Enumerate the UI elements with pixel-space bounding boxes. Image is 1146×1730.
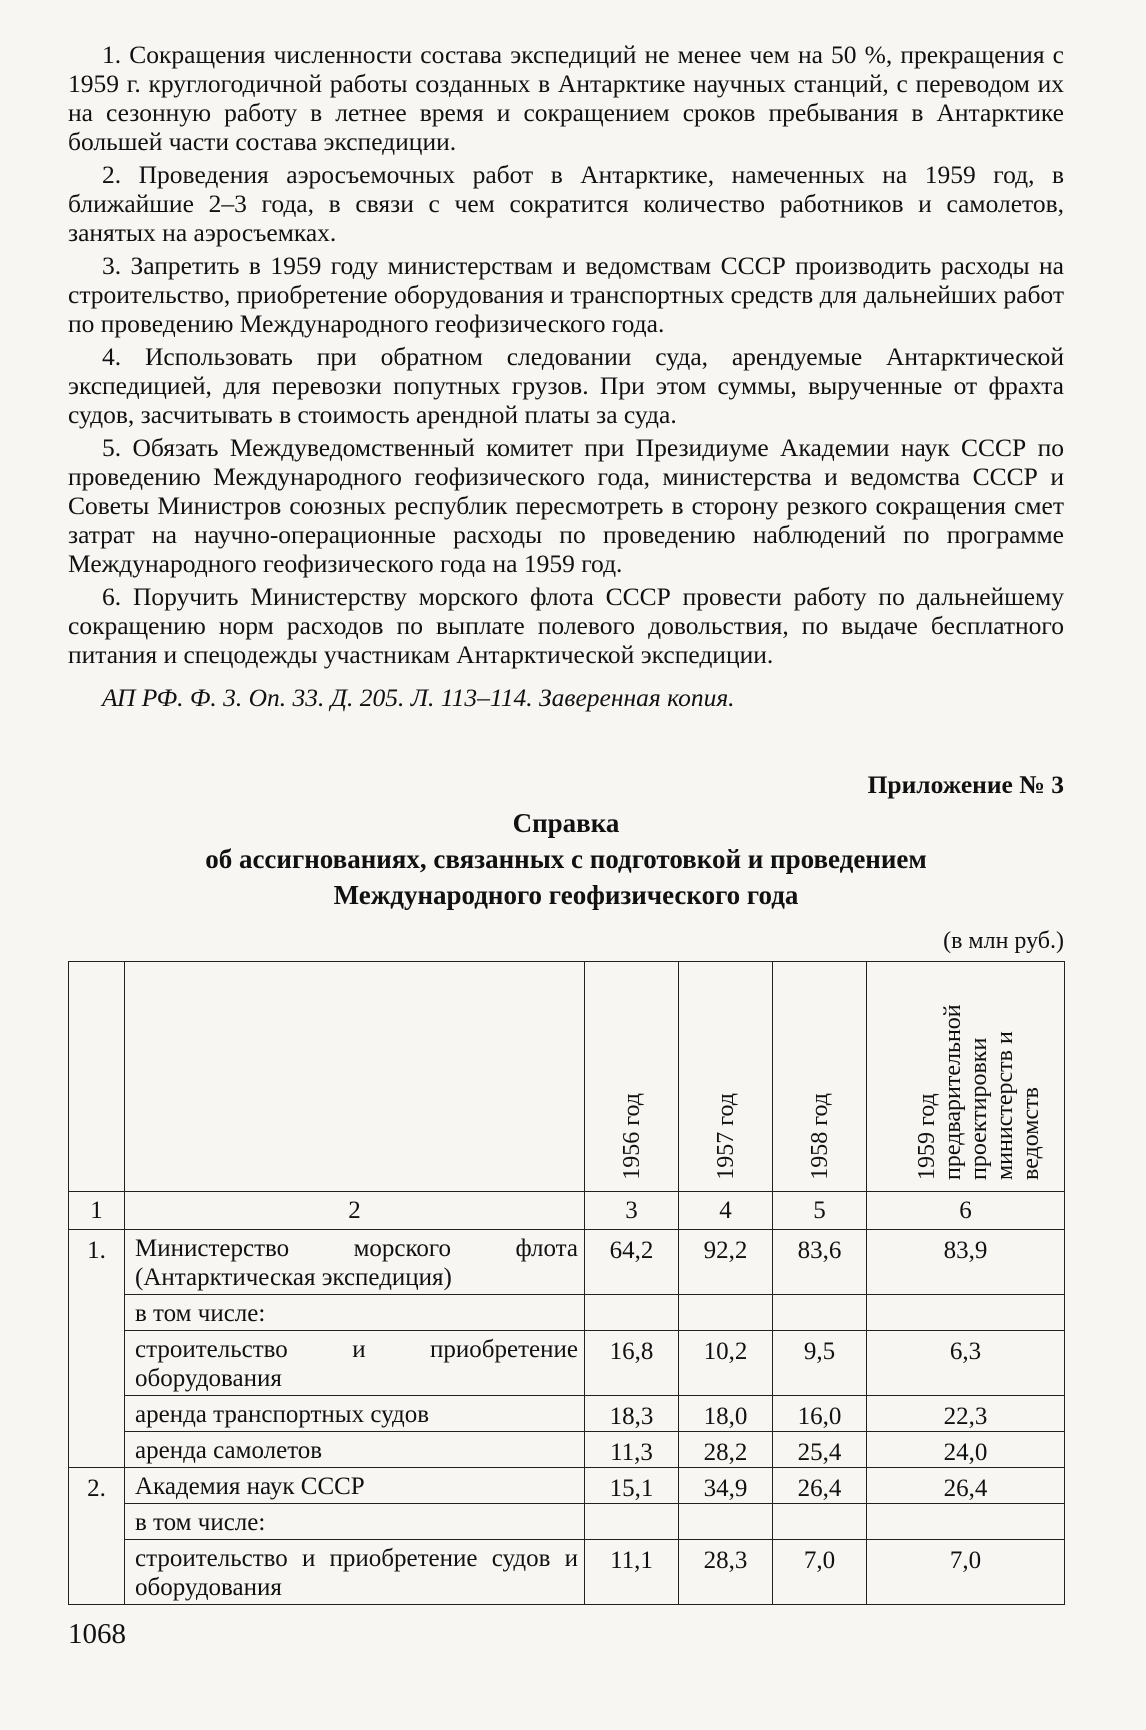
row-label: строительство и приобретение оборудования	[125, 1331, 585, 1396]
header-number-cell	[69, 962, 125, 1192]
value-cell: 34,9	[679, 1468, 773, 1504]
value-cell: 28,3	[679, 1540, 773, 1605]
table-header-row	[69, 962, 1065, 1192]
value-cell	[773, 1504, 867, 1540]
paragraph-2: 2. Проведения аэросъемочных работ в Антарктике, намеченных на 1959 год, в ближайшие 2–3 года, в связи с чем сократится количество работников и самолетов, занятых на аэросъемках.	[68, 160, 1064, 247]
row-label: в том числе:	[125, 1504, 585, 1540]
paragraph-1: 1. Сокращения численности состава экспедиций не менее чем на 50 %, прекращения с 1959 г. круглогодичной работы созданных в Антарктике научных станций, с переводом их на сезонную работу в летнее время и сокращением сроков пребывания в Антарктике большей части состава экспедиции.	[68, 40, 1064, 156]
value-cell: 15,1	[585, 1468, 679, 1504]
row-label: Академия наук СССР	[125, 1468, 585, 1504]
paragraph-6: 6. Поручить Министерству морского флота СССР провести работу по дальнейшему сокращению норм расходов по выплате полевого довольствия, по выдаче бесплатного питания и спецодежды участникам Антарктической экспедиции.	[68, 582, 1064, 669]
row-label: в том числе:	[125, 1295, 585, 1331]
table-row	[69, 1468, 1065, 1504]
value-cell: 22,3	[867, 1396, 1065, 1432]
archive-source: АП РФ. Ф. 3. Оп. 33. Д. 205. Л. 113–114. Заверенная копия.	[102, 683, 735, 712]
row-label: аренда транспортных судов	[125, 1396, 585, 1432]
title-line-3: Международного геофизического года	[333, 880, 799, 910]
table-row	[69, 1540, 1065, 1605]
value-cell: 11,1	[585, 1540, 679, 1605]
header-1956	[585, 962, 679, 1192]
value-cell	[867, 1295, 1065, 1331]
value-cell: 28,2	[679, 1432, 773, 1468]
value-cell	[773, 1295, 867, 1331]
value-cell: 25,4	[773, 1432, 867, 1468]
paragraph-3: 3. Запретить в 1959 году министерствам и ведомствам СССР производить расходы на строительство, приобретение оборудования и транспортных средств для дальнейших работ по проведению Международного геофизического года.	[68, 251, 1064, 338]
value-cell	[679, 1295, 773, 1331]
value-cell: 10,2	[679, 1331, 773, 1396]
column-number: 6	[867, 1192, 1065, 1230]
column-number: 5	[773, 1192, 867, 1230]
header-1957	[679, 962, 773, 1192]
header-1956-label: 1956 год	[618, 1093, 645, 1180]
value-cell: 26,4	[773, 1468, 867, 1504]
value-cell: 16,8	[585, 1331, 679, 1396]
value-cell: 9,5	[773, 1331, 867, 1396]
value-cell: 83,6	[773, 1230, 867, 1295]
row-number: 2.	[69, 1468, 125, 1605]
value-cell	[679, 1504, 773, 1540]
row-label: аренда самолетов	[125, 1432, 585, 1468]
table-row	[69, 1230, 1065, 1295]
value-cell	[585, 1295, 679, 1331]
header-name-cell	[125, 962, 585, 1192]
document-page	[68, 40, 1064, 1605]
header-1958	[773, 962, 867, 1192]
column-number: 3	[585, 1192, 679, 1230]
appropriations-table	[68, 961, 1065, 1605]
column-number: 2	[125, 1192, 585, 1230]
table-row	[69, 1295, 1065, 1331]
column-number-row	[69, 1192, 1065, 1230]
value-cell: 7,0	[867, 1540, 1065, 1605]
value-cell: 92,2	[679, 1230, 773, 1295]
unit-note: (в млн руб.)	[943, 928, 1064, 954]
table-row	[69, 1504, 1065, 1540]
row-label: Министерство морского флота (Антарктическая экспедиция)	[125, 1230, 585, 1295]
column-number: 4	[679, 1192, 773, 1230]
title-line-1: Справка	[512, 808, 620, 838]
value-cell: 11,3	[585, 1432, 679, 1468]
header-1958-label: 1958 год	[806, 1093, 833, 1180]
column-number: 1	[69, 1192, 125, 1230]
value-cell: 83,9	[867, 1230, 1065, 1295]
row-number: 1.	[69, 1230, 125, 1468]
value-cell	[867, 1504, 1065, 1540]
table-row	[69, 1432, 1065, 1468]
page-number: 1068	[68, 1618, 126, 1650]
row-label: строительство и приобретение судов и оборудования	[125, 1540, 585, 1605]
value-cell: 64,2	[585, 1230, 679, 1295]
header-1959-label: 1959 год предварительной проектировки министерств и ведомств	[913, 1004, 1044, 1180]
value-cell: 7,0	[773, 1540, 867, 1605]
value-cell: 16,0	[773, 1396, 867, 1432]
header-1957-label: 1957 год	[712, 1093, 739, 1180]
value-cell: 6,3	[867, 1331, 1065, 1396]
value-cell: 18,0	[679, 1396, 773, 1432]
appendix-label: Приложение № 3	[867, 770, 1064, 799]
value-cell	[585, 1504, 679, 1540]
table-row	[69, 1331, 1065, 1396]
value-cell: 18,3	[585, 1396, 679, 1432]
paragraph-5: 5. Обязать Междуведомственный комитет при Президиуме Академии наук СССР по проведению Международного геофизического года, министерства и ведомства СССР и Советы Министров союзных республик пересмотреть в сторону резкого сокращения смет затрат на научно-операционные расходы по проведению наблюдений по программе Международного геофизического года на 1959 год.	[68, 433, 1064, 578]
header-1959	[867, 962, 1065, 1192]
paragraph-4: 4. Использовать при обратном следовании суда, арендуемые Антарктической экспедицией, для перевозки попутных грузов. При этом суммы, вырученные от фрахта судов, засчитывать в стоимость арендной платы за суда.	[68, 342, 1064, 429]
table-row	[69, 1396, 1065, 1432]
value-cell: 26,4	[867, 1468, 1065, 1504]
title-line-2: об ассигнованиях, связанных с подготовкой и проведением	[205, 844, 927, 874]
value-cell: 24,0	[867, 1432, 1065, 1468]
